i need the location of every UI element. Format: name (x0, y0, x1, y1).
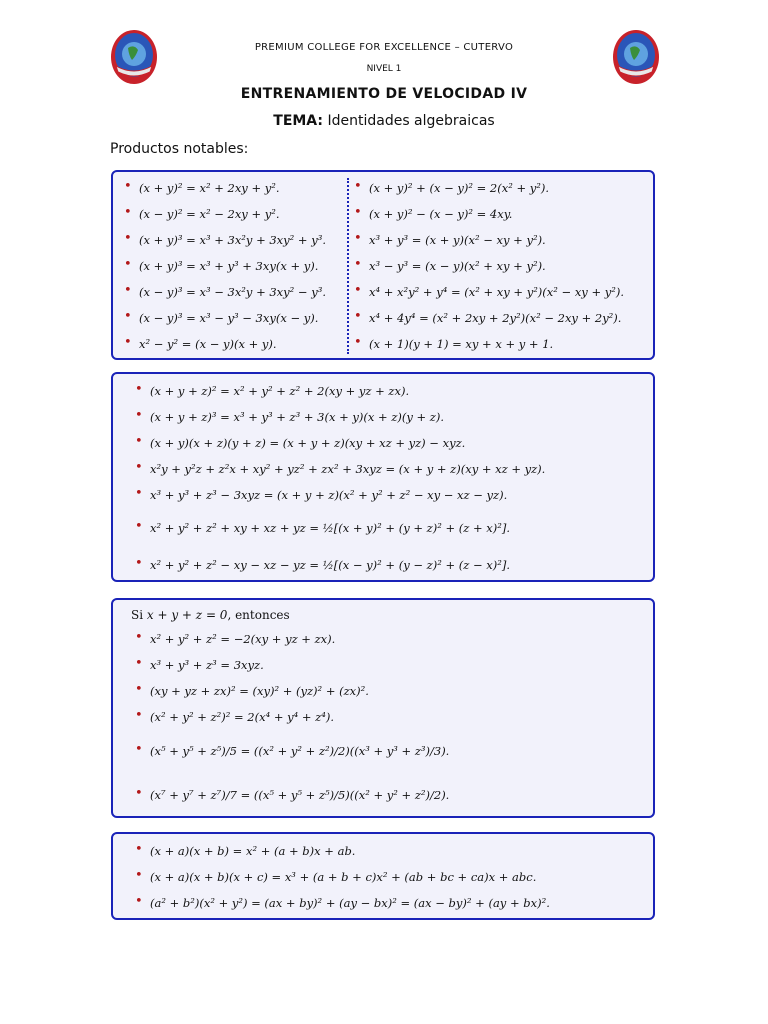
identity-item: • (x + y)² + (x − y)² = 2(x² + y²). (369, 181, 549, 195)
identity-item: • x⁴ + x²y² + y⁴ = (x² + xy + y²)(x² − xy + y²). (369, 285, 624, 299)
identity-item: • (x − y)³ = x³ − 3x²y + 3xy² − y³. (139, 285, 326, 299)
identity-item: • x²y + y²z + z²x + xy² + yz² + zx² + 3xyz = (x + y + z)(xy + xz + yz). (150, 462, 545, 476)
identity-item: • x³ − y³ = (x − y)(x² + xy + y²). (369, 259, 546, 273)
identities-box-three-variables (111, 372, 655, 582)
identity-item: • (xy + yz + zx)² = (xy)² + (yz)² + (zx)². (150, 684, 369, 698)
school-crest-icon (612, 28, 660, 86)
identity-item: • (x + y)(x + z)(y + z) = (x + y + z)(xy + xz + yz) − xyz. (150, 436, 465, 450)
identities-box-products (111, 832, 655, 920)
identity-item: • (x − y)³ = x³ − y³ − 3xy(x − y). (139, 311, 318, 325)
identity-item: • (x + y)² = x² + 2xy + y². (139, 181, 280, 195)
topic-label: TEMA: (273, 113, 324, 129)
identity-item: • x² + y² + z² + xy + xz + yz = ½[(x + y)² + (y + z)² + (z + x)²]. (150, 521, 510, 535)
column-divider (347, 178, 349, 354)
identity-item: • x³ + y³ + z³ = 3xyz. (150, 658, 264, 672)
identity-item: • (x + 1)(y + 1) = xy + x + y + 1. (369, 337, 553, 351)
identity-item: • (x + y)³ = x³ + y³ + 3xy(x + y). (139, 259, 318, 273)
identity-item: • x² + y² + z² = −2(xy + yz + zx). (150, 632, 335, 646)
identity-item: • (x + a)(x + b) = x² + (a + b)x + ab. (150, 844, 355, 858)
condition-text: Si x + y + z = 0, entonces (131, 608, 290, 622)
identity-item: • (x − y)² = x² − 2xy + y². (139, 207, 280, 221)
identity-item: • x⁴ + 4y⁴ = (x² + 2xy + 2y²)(x² − 2xy + 2y²). (369, 311, 621, 325)
school-crest-icon (110, 28, 158, 86)
topic-heading (0, 113, 768, 129)
identity-item: • x² − y² = (x − y)(x + y). (139, 337, 277, 351)
identity-item: • (x⁵ + y⁵ + z⁵)/5 = ((x² + y² + z²)/2)((x³ + y³ + z³)/3). (150, 744, 449, 758)
topic-text: Identidades algebraicas (327, 113, 495, 129)
identity-item: • (x + a)(x + b)(x + c) = x³ + (a + b + c)x² + (ab + bc + ca)x + abc. (150, 870, 536, 884)
identity-item: • (x + y)³ = x³ + 3x²y + 3xy² + y³. (139, 233, 326, 247)
school-name: PREMIUM COLLEGE FOR EXCELLENCE – CUTERVO (254, 42, 514, 53)
level-label: NIVEL 1 (366, 64, 402, 74)
identity-item: • (a² + b²)(x² + y²) = (ax + by)² + (ay − bx)² = (ax − by)² + (ay + bx)². (150, 896, 550, 910)
identity-item: • x² + y² + z² − xy − xz − yz = ½[(x − y)² + (y − z)² + (z − x)²]. (150, 558, 510, 572)
identity-item: • (x⁷ + y⁷ + z⁷)/7 = ((x⁵ + y⁵ + z⁵)/5)((x² + y² + z²)/2). (150, 788, 449, 802)
identity-item: • (x + y + z)³ = x³ + y³ + z³ + 3(x + y)(x + z)(y + z). (150, 410, 444, 424)
section-intro: Productos notables: (110, 141, 249, 157)
page-title: ENTRENAMIENTO DE VELOCIDAD IV (240, 86, 528, 102)
identities-box-conditional (111, 598, 655, 818)
identities-box-basic (111, 170, 655, 360)
identity-item: • x³ + y³ = (x + y)(x² − xy + y²). (369, 233, 546, 247)
identity-item: • x³ + y³ + z³ − 3xyz = (x + y + z)(x² + y² + z² − xy − xz − yz). (150, 488, 507, 502)
identity-item: • (x + y)² − (x − y)² = 4xy. (369, 207, 512, 221)
identity-item: • (x² + y² + z²)² = 2(x⁴ + y⁴ + z⁴). (150, 710, 334, 724)
identity-item: • (x + y + z)² = x² + y² + z² + 2(xy + yz + zx). (150, 384, 409, 398)
